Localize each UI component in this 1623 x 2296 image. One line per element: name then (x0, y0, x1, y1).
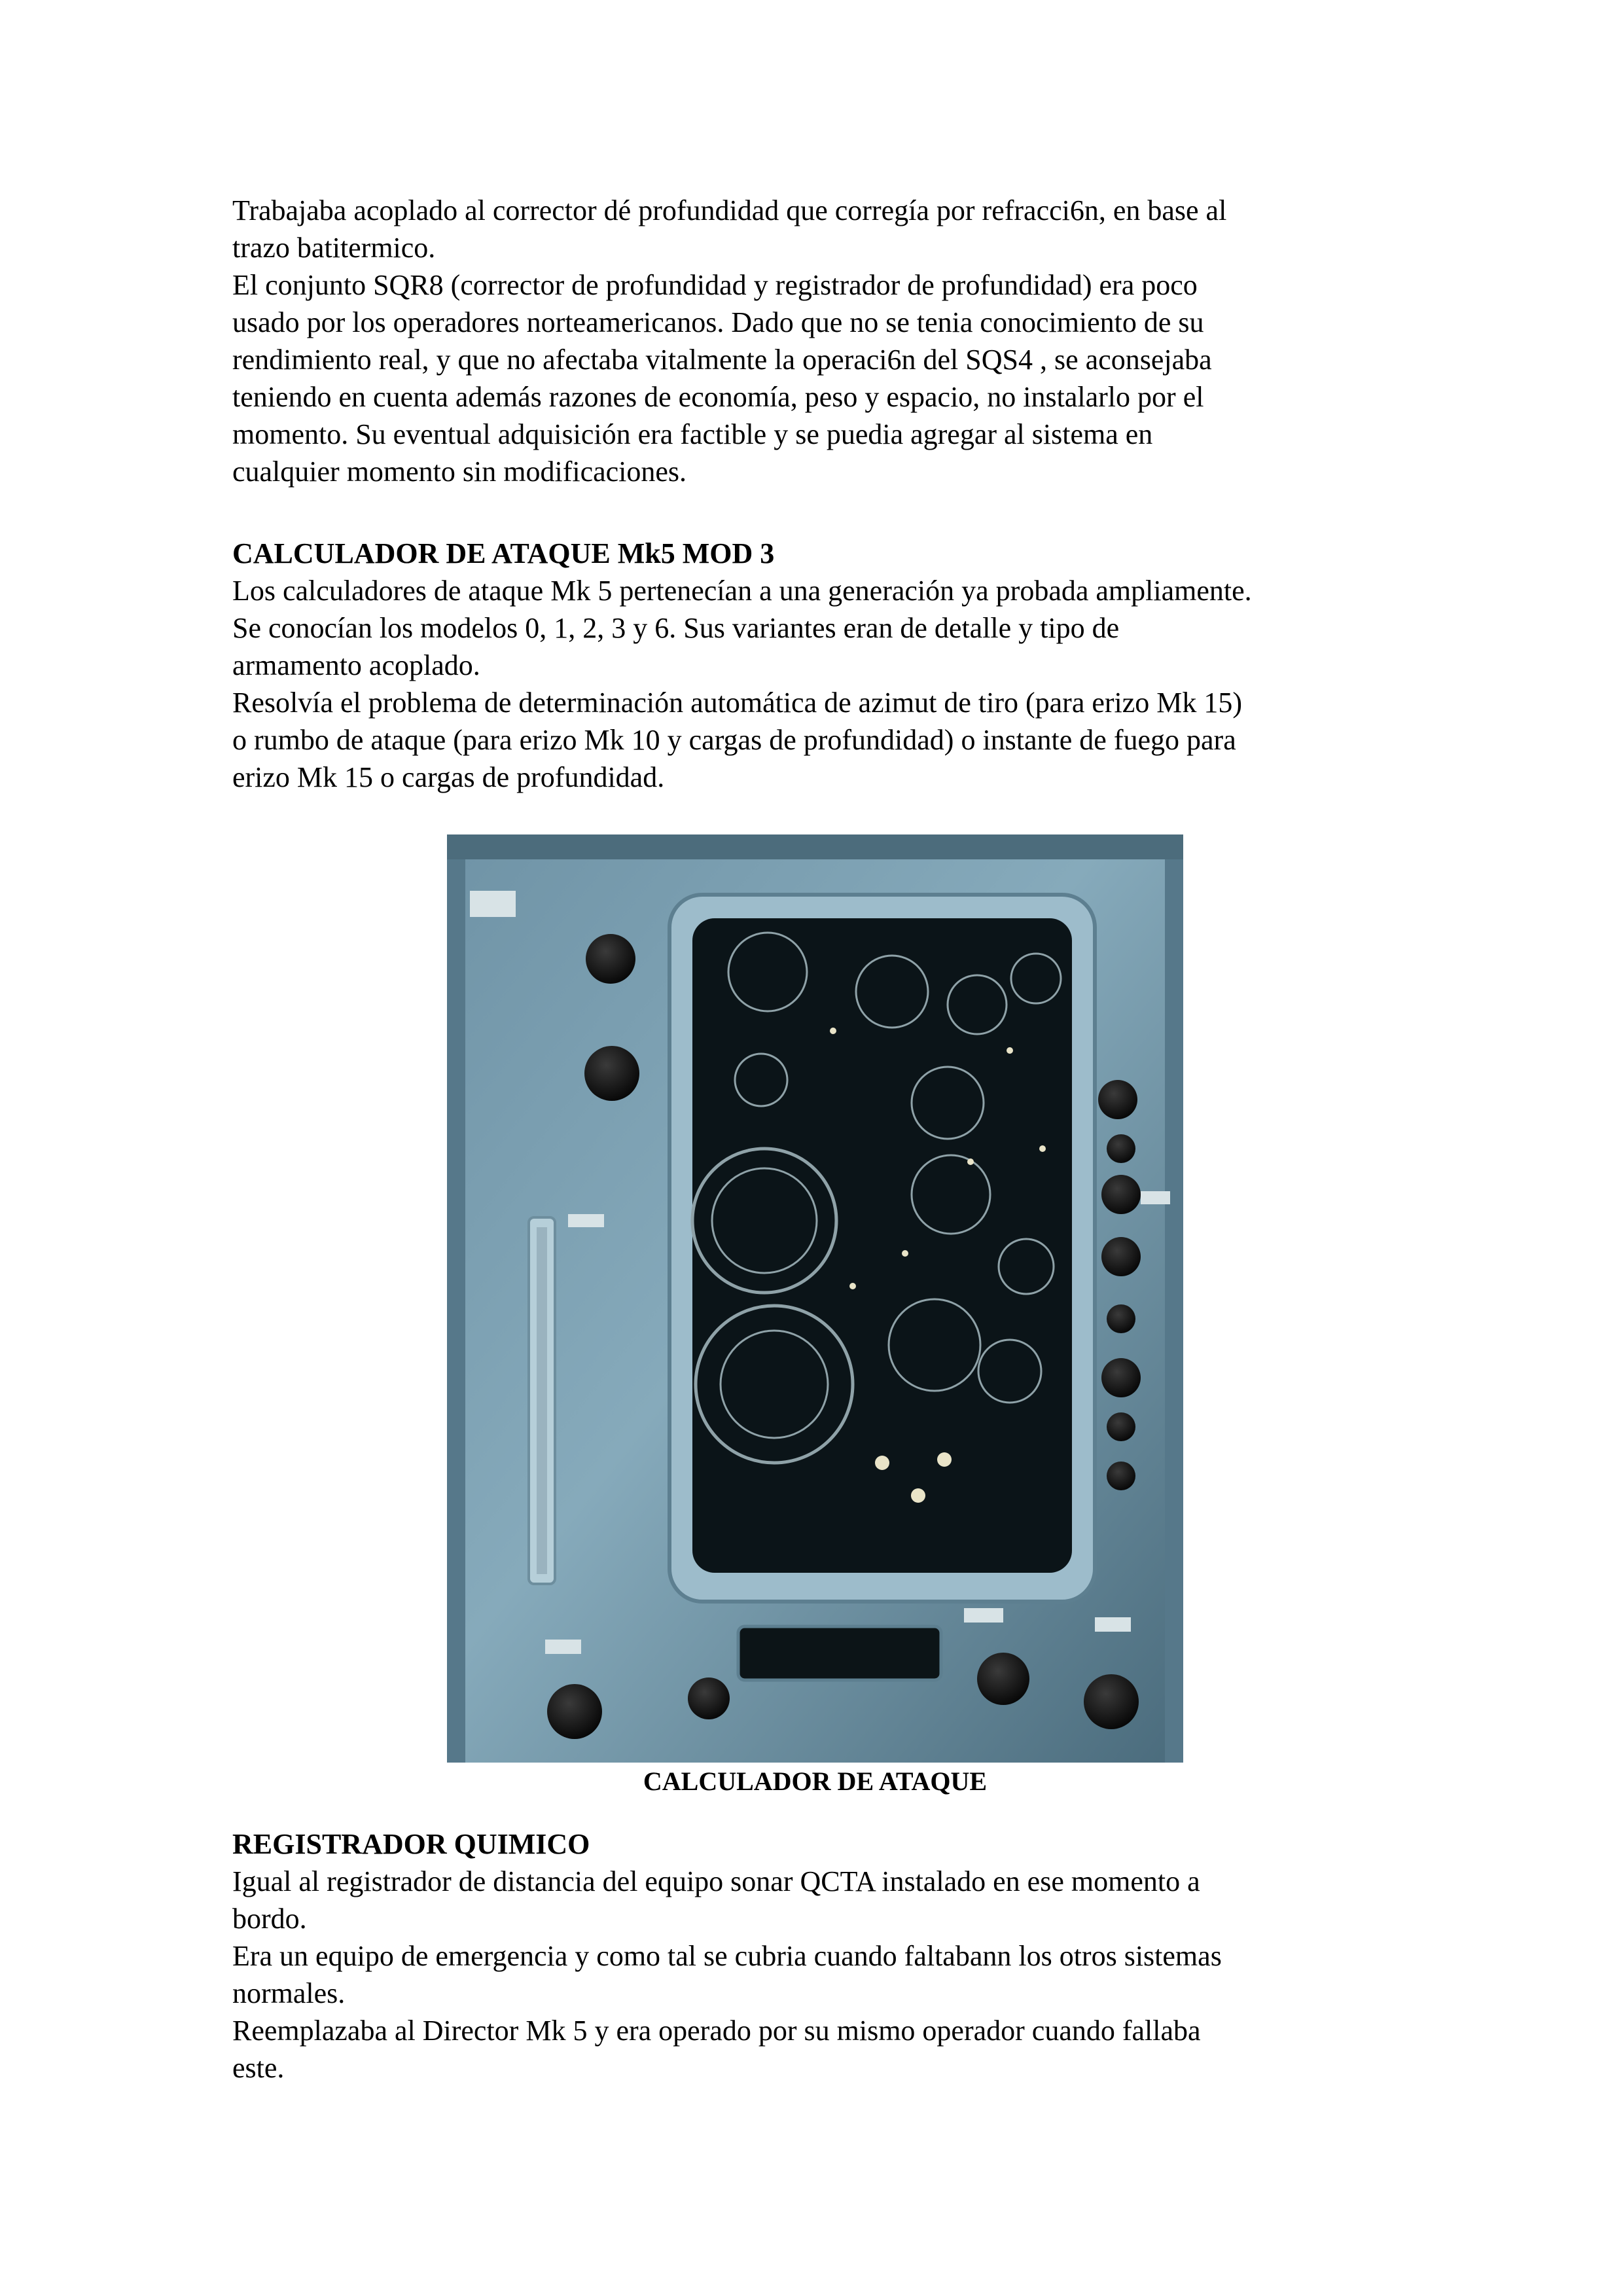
text-line: momento. Su eventual adquisición era factible y se puedia agregar al sistema en (232, 418, 1153, 450)
text-line: normales. (232, 1977, 346, 2009)
text-line: rendimiento real, y que no afectaba vitalmente la operaci6n del SQS4 , se aconsejaba (232, 344, 1212, 376)
text-line: Reemplazaba al Director Mk 5 y era operado por su mismo operador cuando fallaba (232, 2015, 1201, 2047)
attack-calculator-photo (447, 834, 1183, 1763)
text-line: este. (232, 2052, 285, 2084)
section-heading: REGISTRADOR QUIMICO (232, 1828, 590, 1860)
section-registrador (232, 1825, 1404, 2087)
text-line: Se conocían los modelos 0, 1, 2, 3 y 6. Sus variantes eran de detalle y tipo de (232, 612, 1120, 644)
text-line: Era un equipo de emergencia y como tal se cubria cuando faltabann los otros sistemas (232, 1940, 1222, 1972)
text-line: armamento acoplado. (232, 649, 480, 681)
text-line: o rumbo de ataque (para erizo Mk 10 y cargas de profundidad) o instante de fuego para (232, 724, 1236, 756)
text-line: usado por los operadores norteamericanos. Dado que no se tenia conocimiento de su (232, 306, 1204, 338)
text-line: Igual al registrador de distancia del equipo sonar QCTA instalado en ese momento a (232, 1865, 1200, 1897)
intro-paragraph (232, 192, 1404, 490)
text-line: teniendo en cuenta además razones de economía, peso y espacio, no instalarlo por el (232, 381, 1204, 413)
text-line: bordo. (232, 1903, 307, 1935)
text-line: Trabajaba acoplado al corrector dé profundidad que corregía por refracci6n, en base al (232, 194, 1227, 226)
text-line: trazo batitermico. (232, 232, 436, 264)
text-line: Resolvía el problema de determinación automática de azimut de tiro (para erizo Mk 15) (232, 687, 1243, 719)
text-line: cualquier momento sin modificaciones. (232, 456, 687, 488)
section-calculador (232, 535, 1404, 796)
section-heading: CALCULADOR DE ATAQUE Mk5 MOD 3 (232, 537, 775, 569)
text-line: erizo Mk 15 o cargas de profundidad. (232, 761, 665, 793)
text-line: Los calculadores de ataque Mk 5 pertenecían a una generación ya probada ampliamente. (232, 575, 1252, 607)
text-line: El conjunto SQR8 (corrector de profundidad y registrador de profundidad) era poco (232, 269, 1198, 301)
figure-caption: CALCULADOR DE ATAQUE (643, 1767, 988, 1796)
